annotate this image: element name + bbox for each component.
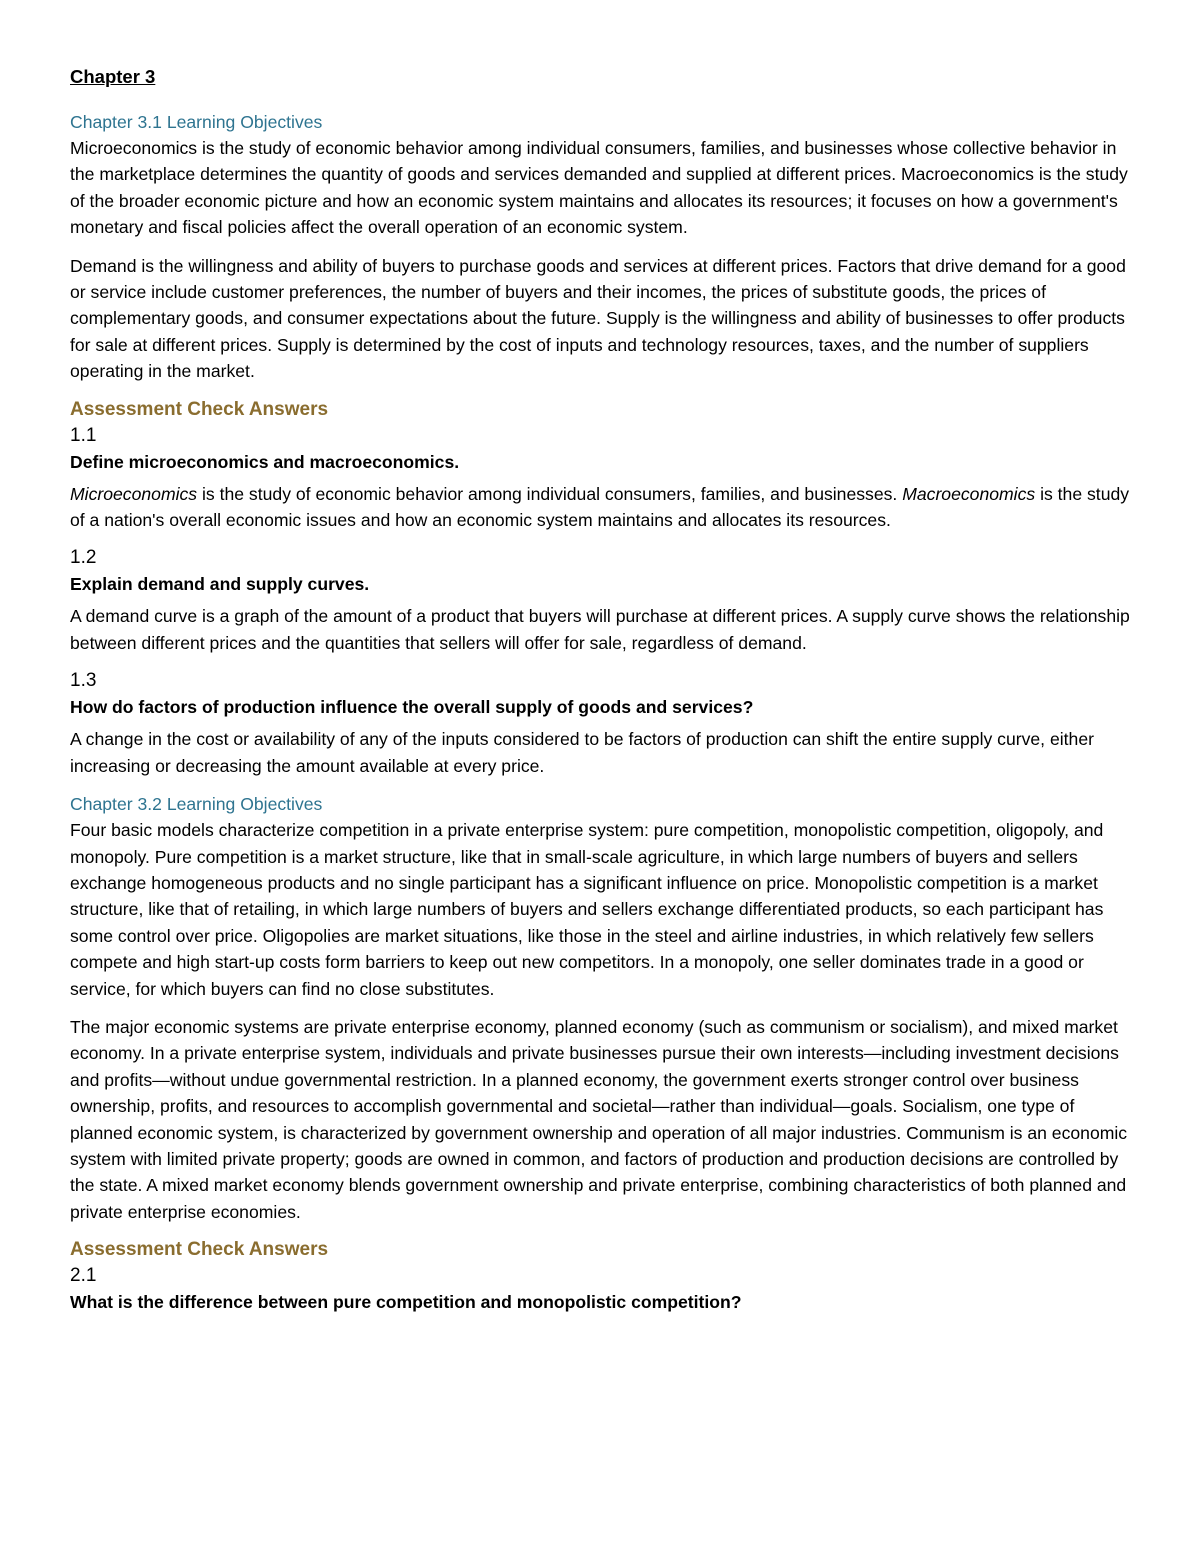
question-number: 1.3	[70, 670, 97, 692]
section-3-2-paragraph-2: The major economic systems are private enterprise economy, planned economy (such as communism or socialism), and mixed market economy. In a private enterprise system, individuals and private businesses pursue their own interests—including investment decisions and profits—without undue governmental restriction. In a planned economy, the government exerts stronger control over business ownership, profits, and resources to accomplish governmental and societal—rather than individual—goals. Socialism, one type of planned economic system, is characterized by government ownership and operation of all major industries. Communism is an economic system with limited private property; goods are owned in common, and factors of production and production decisions are controlled by the state. A mixed market economy blends government ownership and private enterprise, combining characteristics of both planned and private enterprise economies.	[70, 1016, 1128, 1222]
question-number: 1.2	[70, 547, 97, 569]
question-text: Define microeconomics and macroeconomics.	[70, 451, 460, 472]
chapter-title: Chapter 3	[70, 66, 156, 87]
section-3-1-heading: Chapter 3.1 Learning Objectives	[70, 112, 323, 132]
section-3-2-heading: Chapter 3.2 Learning Objectives	[70, 794, 323, 815]
answer-text	[70, 481, 1136, 534]
section-3-1-paragraph-2: Demand is the willingness and ability of buyers to purchase goods and services at different prices. Factors that drive demand for a good or service include customer preferences, the number of buyers and their incomes, the prices of substitute goods, the prices of complementary goods, and consumer expectations about the future. Supply is the willingness and ability of businesses to offer products for sale at different prices. Supply is determined by the cost of inputs and technology resources, taxes, and the number of suppliers operating in the market.	[70, 255, 1126, 382]
question-text: What is the difference between pure competition and monopolistic competition?	[70, 1292, 742, 1313]
question-number: 2.1	[70, 1265, 97, 1287]
section-3-1-paragraph-1: Microeconomics is the study of economic behavior among individual consumers, families, and businesses whose collective behavior in the marketplace determines the quantity of goods and services demanded and supplied at different prices. Macroeconomics is the study of the broader economic picture and how an economic system maintains and allocates its resources; it focuses on how a government's monetary and fiscal policies affect the overall operation of an economic system.	[70, 138, 1128, 238]
answer-segment: is the study of economic behavior among individual consumers, families, and businesses.	[197, 483, 903, 504]
answer-term-macroeconomics: Macroeconomics	[902, 483, 1036, 504]
assessment-check-heading-2: Assessment Check Answers	[70, 1239, 329, 1261]
document-page	[70, 64, 1136, 1321]
question-text: How do factors of production influence the overall supply of goods and services?	[70, 697, 754, 718]
section-3-2-paragraph-1: Four basic models characterize competition in a private enterprise system: pure competition, monopolistic competition, oligopoly, and monopoly. Pure competition is a market structure, like that in small-scale agriculture, in which large numbers of buyers and sellers exchange homogeneous products and no single participant has a significant influence on price. Monopolistic competition is a market structure, like that of retailing, in which large numbers of buyers and sellers exchange differentiated products, so each participant has some control over price. Oligopolies are market situations, like those in the steel and airline industries, in which relatively few sellers compete and high start-up costs form barriers to keep out new competitors. In a monopoly, one seller dominates trade in a good or service, for which buyers can find no close substitutes.	[70, 820, 1104, 999]
answer-text: A change in the cost or availability of any of the inputs considered to be factors of production can shift the entire supply curve, either increasing or decreasing the amount available at every price.	[70, 729, 1094, 776]
assessment-check-heading-1: Assessment Check Answers	[70, 398, 329, 420]
question-text: Explain demand and supply curves.	[70, 574, 370, 595]
question-number: 1.1	[70, 424, 97, 446]
answer-term-microeconomics: Microeconomics	[70, 483, 198, 504]
answer-text: A demand curve is a graph of the amount of a product that buyers will purchase at different prices. A supply curve shows the relationship between different prices and the quantities that sellers will offer for sale, regardless of demand.	[70, 606, 1130, 653]
answer-segment: is the study of a nation's overall economic issues and how an economic system maintains and allocates its resources.	[70, 483, 1130, 531]
